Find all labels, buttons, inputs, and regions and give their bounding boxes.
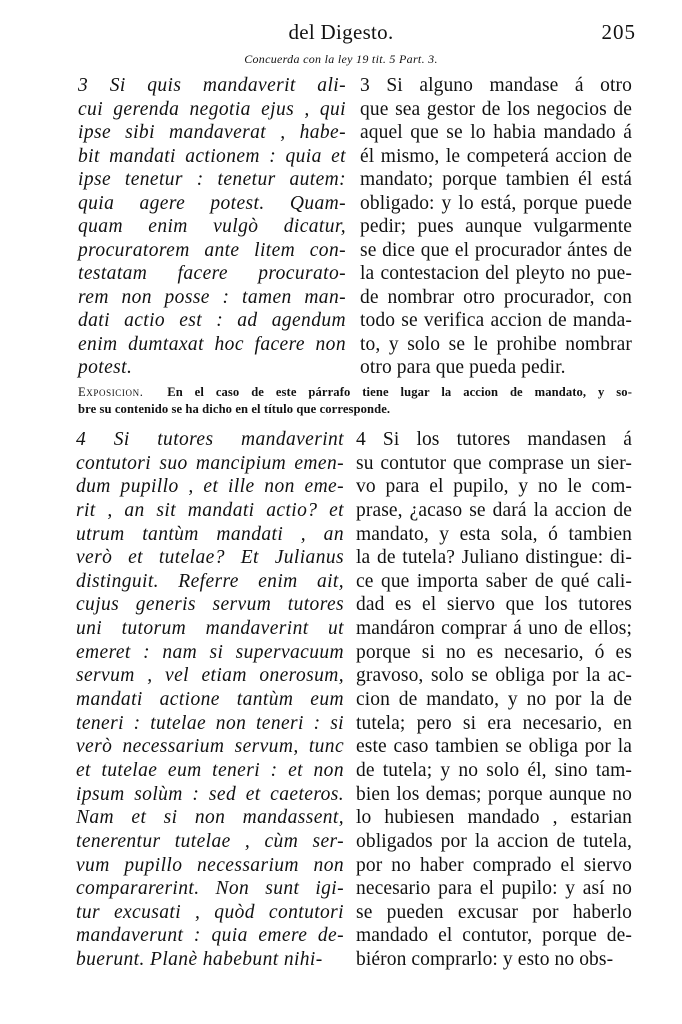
latin-line: buerunt. Planè habebunt nihi- — [76, 949, 323, 971]
latin-line: verò et tutelae? Et Julianus — [76, 547, 344, 569]
concordance-note: Concuerda con la ley 19 tit. 5 Part. 3. — [244, 52, 438, 66]
spanish-line: tutela; pero si era necesario, en — [356, 712, 632, 734]
latin-line: verò necessarium servum, tunc — [76, 736, 344, 758]
spanish-line: de tutela; y no solo él, sino tam- — [356, 759, 632, 781]
spanish-line: que sea gestor de los negocios de — [360, 98, 632, 120]
latin-paragraph-4 — [76, 428, 344, 972]
exposition-line: bre su contenido se ha dicho en el título que corresponde. — [78, 402, 391, 416]
spanish-line: se pueden excusar por haberlo — [356, 901, 632, 923]
latin-line: mandati actione tantùm eum — [76, 689, 344, 711]
latin-line: mandaverunt : quia emere de- — [76, 925, 344, 947]
latin-line: enim dumtaxat hoc facere non — [78, 333, 346, 355]
spanish-line: pedir; pues aunque vulgarmente — [360, 216, 632, 237]
spanish-line: todo se verifica accion de manda- — [360, 310, 632, 331]
spanish-line: de nombrar otro procurador, con — [360, 286, 632, 308]
page-header — [0, 20, 682, 48]
spanish-line: biéron comprarlo: y esto no obs- — [356, 949, 614, 971]
latin-line: tur excusati , quòd contutori — [76, 901, 344, 923]
page-number: 205 — [601, 20, 636, 44]
spanish-line: prase, ¿acaso se dará la accion de — [356, 499, 632, 521]
spanish-line: dad es el siervo que los tutores — [356, 594, 632, 616]
latin-line: contutori suo mancipium emen- — [76, 452, 344, 474]
spanish-line: la contestacion del pleyto no pue- — [360, 263, 632, 284]
spanish-line: este caso tambien se obliga por la — [356, 736, 632, 758]
latin-line: tenerentur tutelae , cùm ser- — [76, 830, 344, 852]
latin-line: procuratorem ante litem con- — [78, 239, 346, 261]
spanish-line: ce que importa saber de qué cali- — [356, 570, 632, 592]
spanish-line: necesario para el pupilo: y así no — [356, 878, 632, 900]
spanish-line: lo hubiesen mandado , estarian — [356, 807, 632, 829]
spanish-line: 4 Si los tutores mandasen á — [356, 429, 632, 450]
spanish-line: mandato; porque tambien él está — [360, 169, 632, 190]
latin-line: bit mandati actionem : quia et — [78, 145, 346, 167]
spanish-line: 3 Si alguno mandase á otro — [360, 75, 632, 96]
latin-line: cujus generis servum tutores — [76, 594, 344, 616]
exposition-note — [78, 384, 632, 418]
spanish-line: vo para el pupilo, y no le com- — [356, 476, 632, 498]
latin-line: rem non posse : tamen man- — [78, 286, 346, 308]
spanish-line: otro para que pueda pedir. — [360, 357, 566, 378]
spanish-line: mandato, y esta sola, ó tambien — [356, 523, 632, 545]
latin-line: 3 Si quis mandaverit ali- — [78, 75, 346, 96]
latin-line: quia agere potest. Quam- — [78, 192, 346, 214]
exposition-label: Exposicion. — [78, 385, 144, 399]
spanish-line: su contutor que comprase un sier- — [356, 452, 632, 474]
latin-line: 4 Si tutores mandaverint — [76, 429, 344, 450]
spanish-line: por no haber comprado el siervo — [356, 854, 632, 876]
spanish-line: to, y solo se le prohibe nombrar — [360, 333, 632, 355]
latin-line: distinguit. Referre enim ait, — [76, 570, 344, 592]
spanish-line: la de tutela? Juliano distingue: di- — [356, 547, 632, 569]
latin-line: ipse sibi mandaverat , habe- — [78, 122, 346, 143]
latin-line: ipsum solùm : sed et caeteros. — [76, 783, 344, 805]
running-title: del Digesto. — [288, 20, 394, 44]
spanish-line: se dice que el procurador ántes de — [360, 239, 632, 261]
spanish-line: mandáron comprar á uno de ellos; — [356, 618, 632, 640]
spanish-line: gravoso, solo se obliga por la ac- — [356, 665, 632, 687]
spanish-line: cion de mandato, y no por la de — [356, 689, 632, 711]
spanish-line: obligados por la accion de tutela, — [356, 830, 632, 852]
latin-line: dum pupillo , et ille non eme- — [76, 476, 344, 498]
latin-line: rit , an sit mandati actio? et — [76, 499, 344, 521]
spanish-line: él mismo, le competerá accion de — [360, 145, 632, 167]
latin-line: utrum tantùm mandati , an — [76, 523, 344, 545]
latin-line: emeret : nam si supervacuum — [76, 641, 344, 663]
spanish-paragraph-3 — [360, 74, 632, 380]
latin-line: ipse tenetur : tenetur autem: — [78, 169, 346, 190]
latin-line: et tutelae eum teneri : et non — [76, 759, 344, 781]
latin-line: uni tutorum mandaverint ut — [76, 618, 344, 640]
latin-line: compararerint. Non sunt igi- — [76, 878, 344, 900]
latin-line: quam enim vulgò dicatur, — [78, 216, 346, 237]
latin-line: potest. — [78, 357, 133, 378]
spanish-line: mandado el contutor, porque de- — [356, 925, 632, 947]
latin-line: teneri : tutelae non teneri : si — [76, 712, 344, 734]
latin-paragraph-3 — [78, 74, 346, 380]
latin-line: testatam facere procurato- — [78, 263, 346, 284]
latin-line: servum , vel etiam onerosum, — [76, 665, 344, 687]
exposition-line — [78, 384, 632, 401]
latin-line: Nam et si non mandassent, — [76, 807, 344, 829]
spanish-line: porque si no es necesario, ó es — [356, 641, 632, 663]
spanish-line: aquel que se lo habia mandado á — [360, 122, 632, 143]
latin-line: dati actio est : ad agendum — [78, 310, 346, 331]
latin-line: vum pupillo necessarium non — [76, 854, 344, 876]
spanish-paragraph-4 — [356, 428, 632, 972]
spanish-line: obligado: y lo está, porque puede — [360, 192, 632, 214]
exposition-text: En el caso de este párrafo tiene lugar la accion de mandato, y so- — [167, 385, 632, 399]
latin-line: cui gerenda negotia ejus , qui — [78, 98, 346, 120]
spanish-line: bien los demas; porque aunque no — [356, 783, 632, 805]
